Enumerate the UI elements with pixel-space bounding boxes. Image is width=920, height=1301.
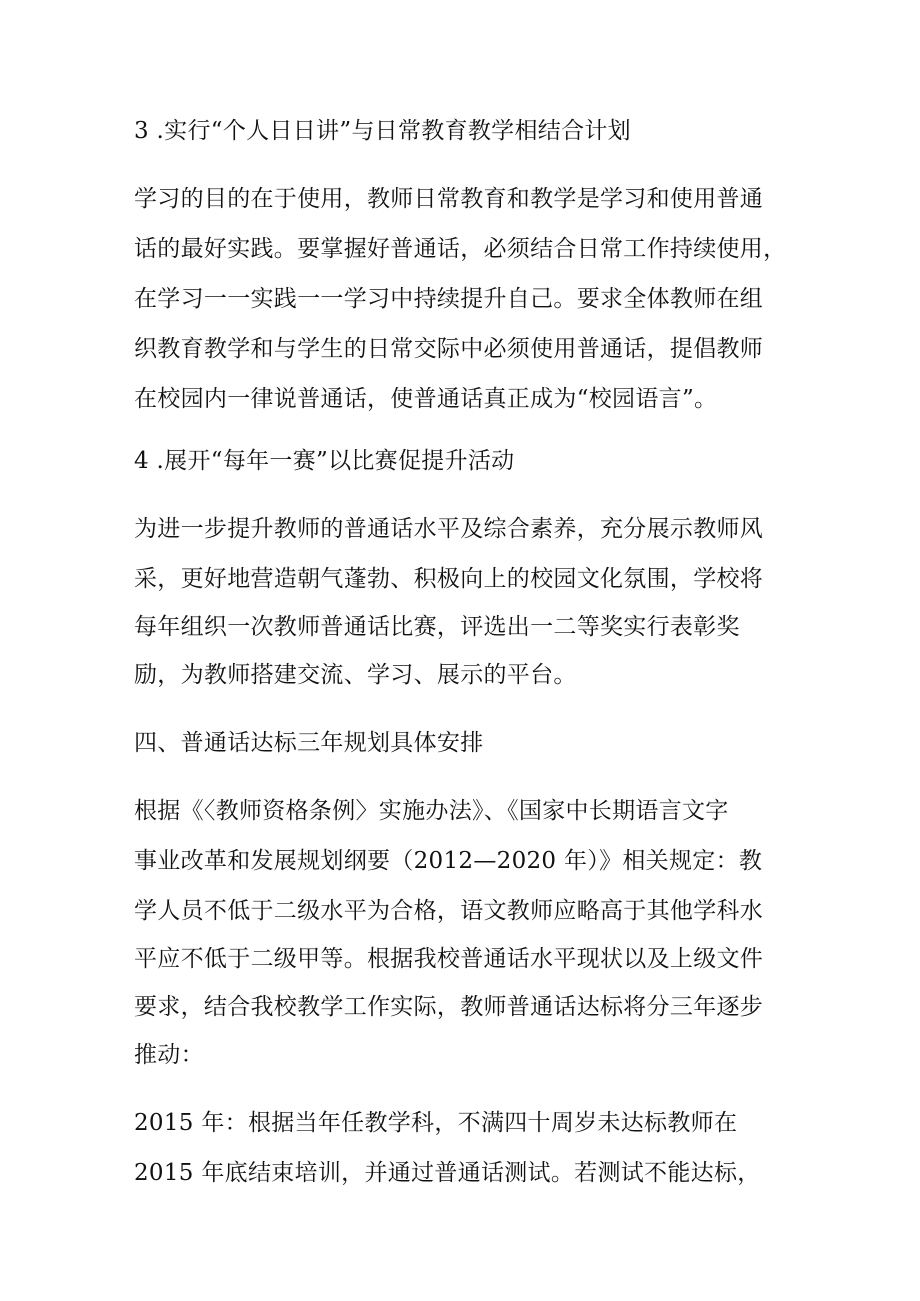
section-heading-4: 四、普通话达标三年规划具体安排 [134,730,484,756]
paragraph-line: 采，更好地营造朝气蓬勃、积极向上的校园文化氛围，学校将 [134,566,764,592]
paragraph-line: 要求，结合我校教学工作实际，教师普通话达标将分三年逐步 [134,994,764,1020]
paragraph-line: 励，为教师搭建交流、学习、展示的平台。 [134,662,577,688]
paragraph-line: 2015 年底结束培训，并通过普通话测试。若测试不能达标， [134,1160,761,1186]
paragraph-line: 为进一步提升教师的普通话水平及综合素养，充分展示教师风 [134,516,764,542]
heading-item-4: 4 .展开“每年一赛”以比赛促提升活动 [134,448,515,474]
paragraph-line: 织教育教学和与学生的日常交际中必须使用普通话，提倡教师 [134,336,764,362]
paragraph-line: 推动： [134,1042,204,1068]
paragraph-line: 2015 年：根据当年任教学科，不满四十周岁未达标教师在 [134,1110,738,1136]
paragraph-line: 平应不低于二级甲等。根据我校普通话水平现状以及上级文件 [134,946,764,972]
paragraph-line: 事业改革和发展规划纲要（2012—2020 年）》相关规定：教 [134,848,763,874]
paragraph-line: 在学习一一实践一一学习中持续提升自己。要求全体教师在组 [134,286,764,312]
paragraph-line: 根据《〈教师资格条例〉实施办法》、《国家中长期语言文字 [134,798,729,824]
paragraph-line: 学人员不低于二级水平为合格，语文教师应略高于其他学科水 [134,898,764,924]
heading-item-3: 3 .实行“个人日日讲”与日常教育教学相结合计划 [134,118,631,144]
paragraph-line: 在校园内一律说普通话，使普通话真正成为“校园语言”。 [134,386,718,412]
paragraph-line: 每年组织一次教师普通话比赛，评选出一二等奖实行表彰奖 [134,614,740,640]
paragraph-line: 话的最好实践。要掌握好普通话，必须结合日常工作持续使用， [134,236,787,262]
paragraph-line: 学习的目的在于使用，教师日常教育和教学是学习和使用普通 [134,186,764,212]
